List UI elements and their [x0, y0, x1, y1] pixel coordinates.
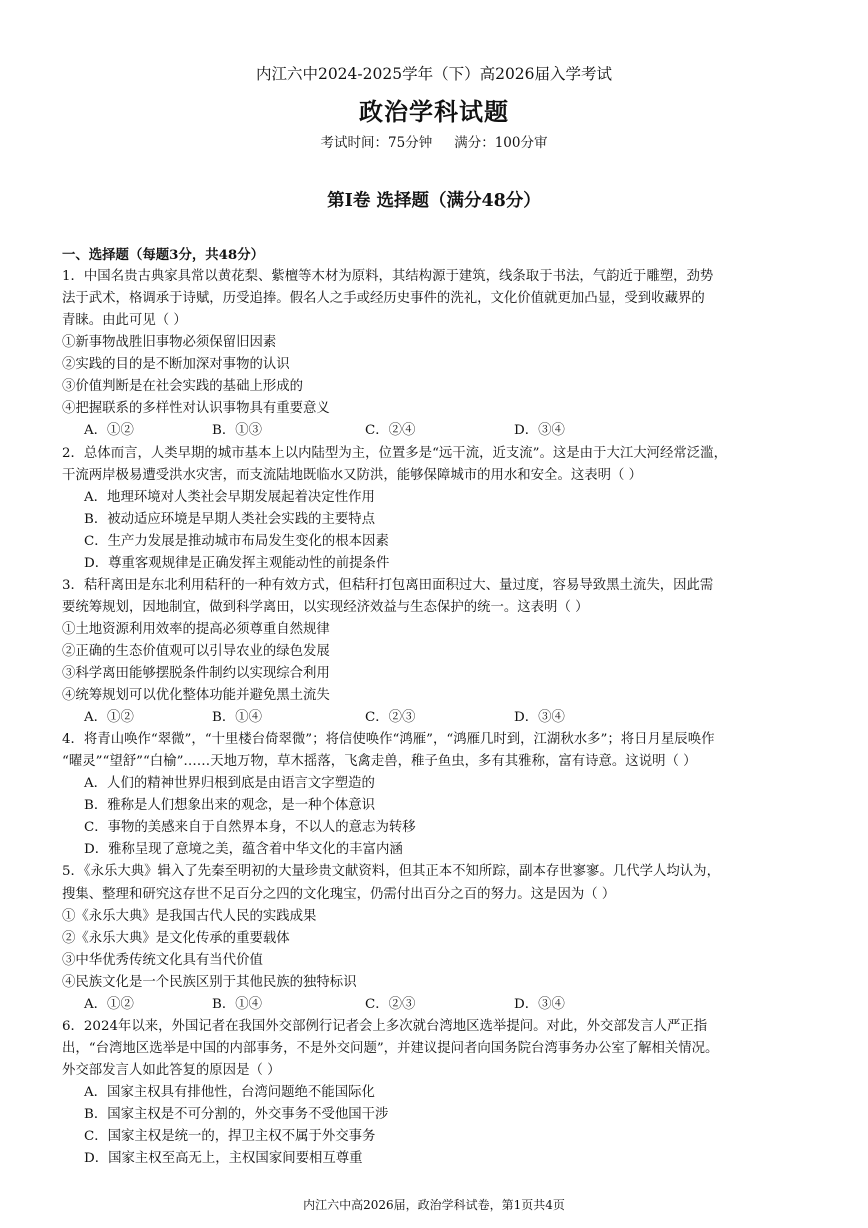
- answer-choice[interactable]: D．③④: [514, 710, 565, 726]
- question-5-choices: [62, 994, 812, 1016]
- question-1-stem-line: 法于武术，格调承于诗赋，历受追捧。假名人之手或经历史事件的洗礼，文化价值就更加凸显，受到收藏界的: [62, 291, 705, 307]
- question-1-statement: ③价值判断是在社会实践的基础上形成的: [62, 379, 304, 395]
- question-4-option: C．事物的美感来自于自然界本身，不以人的意志为转移: [84, 820, 416, 836]
- question-1-stem-line: 1．中国名贵古典家具常以黄花梨、紫檀等木材为原料，其结构源于建筑，线条取于书法，气韵近于雕塑，劲势: [62, 269, 714, 285]
- answer-choice[interactable]: B．①④: [212, 710, 263, 726]
- question-6-option: A．国家主权具有排他性，台湾问题绝不能国际化: [84, 1084, 375, 1100]
- question-5-stem-line: 搜集、整理和研究这存世不足百分之四的文化瑰宝，仍需付出百分之百的努力。这是因为（ ）: [62, 886, 616, 902]
- question-4-option: D．雅称呈现了意境之美，蕴含着中华文化的丰富内涵: [84, 842, 403, 858]
- question-3-stem-line: 要统筹规划，因地制宜，做到科学离田，以实现经济效益与生态保护的统一。这表明（ ）: [62, 599, 589, 615]
- question-3-statement: ④统筹规划可以优化整体功能并避免黑土流失: [62, 688, 330, 703]
- question-1-statement: ④把握联系的多样性对认识事物具有重要意义: [62, 401, 330, 417]
- school-exam-line: 内江六中2024-2025学年（下）高2026届入学考试: [255, 65, 613, 83]
- question-2-option: D．尊重客观规律是正确发挥主观能动性的前提条件: [84, 555, 390, 571]
- question-3-statement: ①土地资源利用效率的提高必须尊重自然规律: [62, 621, 330, 637]
- answer-choice[interactable]: A．①②: [84, 996, 134, 1012]
- section-heading: 一、选择题（每题3分，共48分）: [62, 247, 265, 263]
- answer-choice[interactable]: C．②④: [365, 423, 416, 439]
- answer-choice[interactable]: A．①②: [84, 710, 134, 726]
- question-4-option: B．雅称是人们想象出来的观念，是一种个体意识: [84, 798, 376, 814]
- answer-choice[interactable]: B．①③: [212, 423, 263, 439]
- question-1-statement: ①新事物战胜旧事物必须保留旧因素: [62, 335, 277, 351]
- question-6-stem-line: 出，“台湾地区选举是中国的内部事务，不是外交问题”，并建议提问者向国务院台湾事务办公室了解相关情况。: [62, 1040, 719, 1056]
- question-2-option: A．地理环境对人类社会早期发展起着决定性作用: [84, 489, 375, 505]
- question-2-stem-line: 干流两岸极易遭受洪水灾害，而支流陆地既临水又防洪，能够保障城市的用水和安全。这表明（ ）: [62, 467, 643, 483]
- question-1-stem-line: 青睐。由此可见（ ）: [62, 313, 187, 329]
- exam-meta: [0, 131, 868, 151]
- question-2-option: C．生产力发展是推动城市布局发生变化的根本因素: [84, 533, 389, 549]
- question-1-choices: [62, 420, 812, 442]
- question-5-statement: ③中华优秀传统文化具有当代价值: [62, 952, 263, 968]
- question-5-statement: ①《永乐大典》是我国古代人民的实践成果: [62, 908, 317, 924]
- full-score: 满分：100分审: [454, 135, 548, 151]
- question-2-option: B．被动适应环境是早期人类社会实践的主要特点: [84, 511, 376, 527]
- question-6-option: B．国家主权是不可分割的，外交事务不受他国干涉: [84, 1107, 389, 1122]
- question-3-statement: ②正确的生态价值观可以引导农业的绿色发展: [62, 643, 330, 659]
- answer-choice[interactable]: C．②③: [365, 996, 416, 1012]
- answer-choice[interactable]: D．③④: [514, 423, 565, 439]
- page-footer: 内江六中高2026届，政治学科试卷，第1页共4页: [303, 1198, 565, 1212]
- question-6-stem-line: 外交部发言人如此答复的原因是（ ）: [62, 1062, 281, 1078]
- question-6-option: C．国家主权是统一的，捍卫主权不属于外交事务: [84, 1129, 376, 1144]
- question-6-stem-line: 6．2024年以来，外国记者在我国外交部例行记者会上多次就台湾地区选举提问。对此，外交部发言人严正指: [62, 1018, 708, 1034]
- answer-choice[interactable]: D．③④: [514, 996, 565, 1012]
- question-3-choices: [62, 707, 812, 729]
- answer-choice[interactable]: A．①②: [84, 423, 134, 439]
- question-5-statement: ②《永乐大典》是文化传承的重要载体: [62, 930, 290, 946]
- question-2-stem-line: 2．总体而言，人类早期的城市基本上以内陆型为主，位置多是“远干流，近支流”。这是由于大江大河经常泛滥，: [62, 445, 727, 461]
- question-5-stem-line: 5．《永乐大典》辑入了先秦至明初的大量珍贵文献资料，但其正本不知所踪，副本存世寥寥。几代学人均认为，: [62, 864, 720, 880]
- question-3-statement: ③科学离田能够摆脱条件制约以实现综合利用: [62, 665, 330, 681]
- paper-title: 政治学科试题: [359, 97, 509, 126]
- answer-choice[interactable]: B．①④: [212, 996, 263, 1012]
- answer-choice[interactable]: C．②③: [365, 710, 416, 726]
- question-4-stem-line: 4．将青山唤作“翠微”，“十里楼台倚翠微”；将信使唤作“鸿雁”，“鸿雁几时到，江湖秋水多”；将日月星辰唤作: [62, 732, 715, 748]
- exam-time: 考试时间：75分钟: [320, 135, 433, 151]
- question-4-stem-line: “曜灵”“望舒”“白榆”……天地万物，草木摇落，飞禽走兽，稚子鱼虫，多有其雅称，富有诗意。这说明（ ）: [62, 754, 697, 770]
- question-5-statement: ④民族文化是一个民族区别于其他民族的独特标识: [62, 974, 357, 990]
- question-3-stem-line: 3．秸秆离田是东北利用秸秆的一种有效方式，但秸秆打包离田面积过大、量过度，容易导致黑土流失，因此需: [62, 577, 714, 593]
- part-title: 第Ⅰ卷 选择题（满分48分）: [327, 191, 541, 211]
- question-1-statement: ②实践的目的是不断加深对事物的认识: [62, 357, 290, 373]
- question-4-option: A．人们的精神世界归根到底是由语言文字塑造的: [84, 776, 375, 792]
- question-6-option: D．国家主权至高无上，主权国家间要相互尊重: [84, 1151, 363, 1167]
